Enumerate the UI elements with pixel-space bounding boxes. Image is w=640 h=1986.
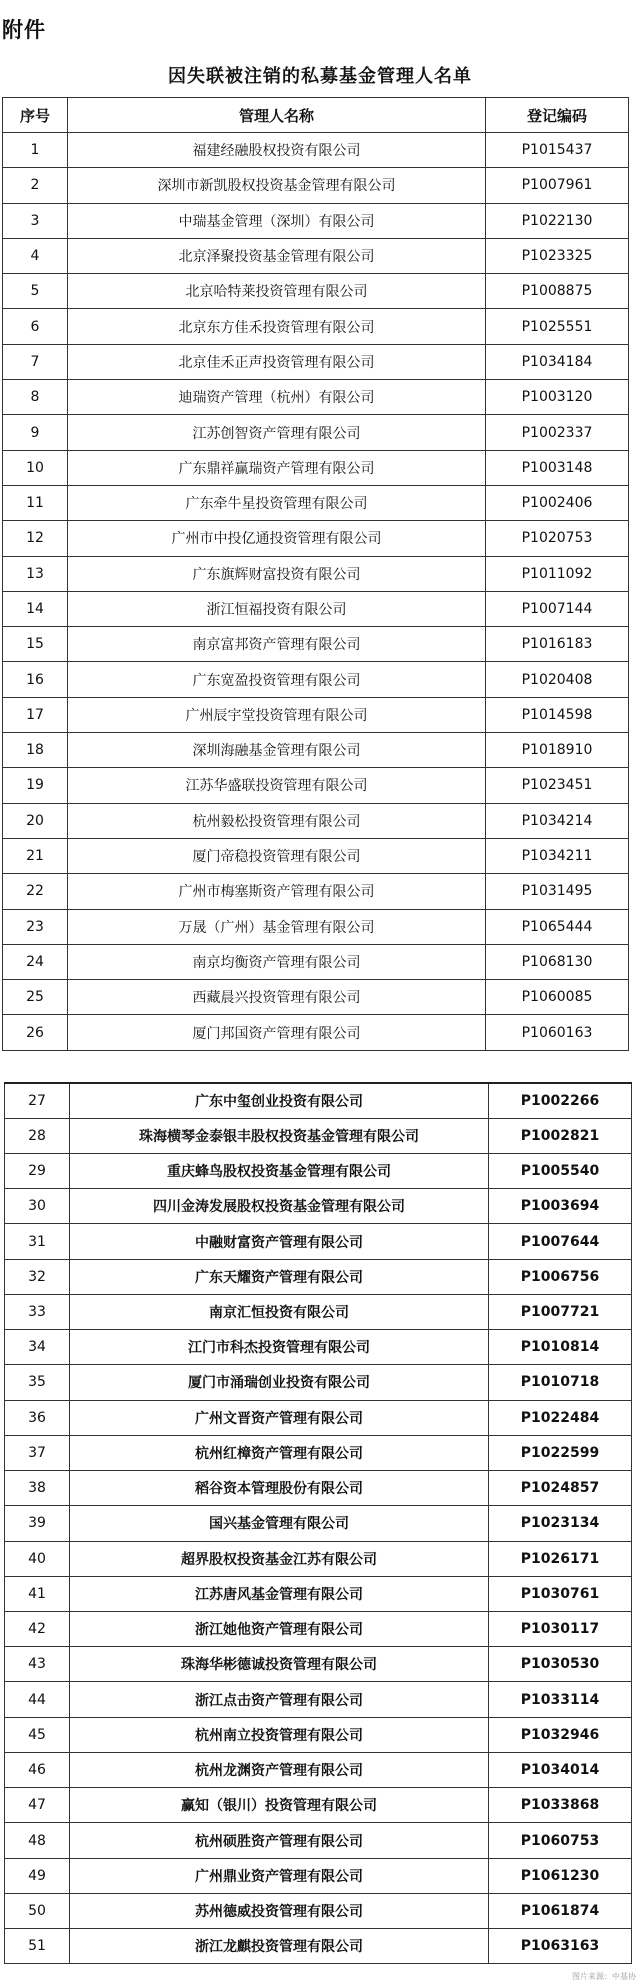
table-row: [5, 1294, 632, 1329]
row-index: 50: [5, 1893, 70, 1928]
manager-name: 厦门市涌瑞创业投资有限公司: [70, 1365, 489, 1400]
row-index: 29: [5, 1153, 70, 1188]
table-row: [3, 556, 629, 591]
manager-name: 广州市梅塞斯资产管理有限公司: [68, 874, 486, 909]
manager-name: 厦门邦国资产管理有限公司: [68, 1015, 486, 1050]
column-header-name: 管理人名称: [68, 98, 486, 133]
row-index: 44: [5, 1682, 70, 1717]
registration-code: P1033868: [489, 1788, 632, 1823]
registration-code: P1016183: [486, 627, 629, 662]
manager-name: 西藏晨兴投资管理有限公司: [68, 980, 486, 1015]
manager-name: 广东旗辉财富投资有限公司: [68, 556, 486, 591]
registration-code: P1020408: [486, 662, 629, 697]
table-row: [5, 1365, 632, 1400]
manager-table-part-2: [4, 1082, 632, 1964]
row-index: 38: [5, 1471, 70, 1506]
registration-code: P1015437: [486, 133, 629, 168]
row-index: 27: [5, 1083, 70, 1118]
table-row: [3, 874, 629, 909]
manager-name: 深圳市新凯股权投资基金管理有限公司: [68, 168, 486, 203]
manager-name: 杭州龙渊资产管理有限公司: [70, 1752, 489, 1787]
registration-code: P1014598: [486, 697, 629, 732]
table-row: [3, 168, 629, 203]
manager-name: 中融财富资产管理有限公司: [70, 1224, 489, 1259]
registration-code: P1003694: [489, 1189, 632, 1224]
row-index: 24: [3, 944, 68, 979]
table-row: [3, 203, 629, 238]
row-index: 19: [3, 768, 68, 803]
row-index: 30: [5, 1189, 70, 1224]
table-row: [5, 1612, 632, 1647]
registration-code: P1030530: [489, 1647, 632, 1682]
manager-name: 南京富邦资产管理有限公司: [68, 627, 486, 662]
table-row: [3, 909, 629, 944]
table-row: [3, 768, 629, 803]
registration-code: P1034214: [486, 803, 629, 838]
registration-code: P1010718: [489, 1365, 632, 1400]
manager-name: 北京东方佳禾投资管理有限公司: [68, 309, 486, 344]
manager-name: 浙江恒福投资有限公司: [68, 591, 486, 626]
registration-code: P1030117: [489, 1612, 632, 1647]
manager-name: 福建经融股权投资有限公司: [68, 133, 486, 168]
manager-name: 江苏创智资产管理有限公司: [68, 415, 486, 450]
row-index: 51: [5, 1929, 70, 1964]
table-row: [5, 1682, 632, 1717]
row-index: 49: [5, 1858, 70, 1893]
manager-name: 赢知（银川）投资管理有限公司: [70, 1788, 489, 1823]
manager-name: 南京汇恒投资有限公司: [70, 1294, 489, 1329]
row-index: 16: [3, 662, 68, 697]
table-row: [5, 1576, 632, 1611]
manager-name: 厦门帝稳投资管理有限公司: [68, 838, 486, 873]
registration-code: P1034211: [486, 838, 629, 873]
table-row: [5, 1541, 632, 1576]
row-index: 47: [5, 1788, 70, 1823]
manager-name: 迪瑞资产管理（杭州）有限公司: [68, 380, 486, 415]
manager-name: 广东天耀资产管理有限公司: [70, 1259, 489, 1294]
table-row: [3, 521, 629, 556]
row-index: 4: [3, 238, 68, 273]
table-row: [3, 662, 629, 697]
table-header-row: [3, 98, 629, 133]
manager-name: 超界股权投资基金江苏有限公司: [70, 1541, 489, 1576]
table-row: [5, 1893, 632, 1928]
manager-name: 珠海横琴金泰银丰股权投资基金管理有限公司: [70, 1118, 489, 1153]
table-row: [3, 980, 629, 1015]
row-index: 11: [3, 485, 68, 520]
registration-code: P1010814: [489, 1330, 632, 1365]
manager-name: 珠海华彬德诚投资管理有限公司: [70, 1647, 489, 1682]
registration-code: P1023325: [486, 238, 629, 273]
row-index: 8: [3, 380, 68, 415]
registration-code: P1060085: [486, 980, 629, 1015]
manager-name: 重庆蜂鸟股权投资基金管理有限公司: [70, 1153, 489, 1188]
row-index: 34: [5, 1330, 70, 1365]
row-index: 10: [3, 450, 68, 485]
manager-name: 广东鼎祥赢瑞资产管理有限公司: [68, 450, 486, 485]
manager-name: 广州文晋资产管理有限公司: [70, 1400, 489, 1435]
row-index: 7: [3, 344, 68, 379]
row-index: 14: [3, 591, 68, 626]
table-row: [3, 1015, 629, 1050]
table-row: [3, 450, 629, 485]
table-row: [3, 274, 629, 309]
table-row: [5, 1435, 632, 1470]
registration-code: P1031495: [486, 874, 629, 909]
table-row: [3, 591, 629, 626]
manager-name: 南京均衡资产管理有限公司: [68, 944, 486, 979]
row-index: 35: [5, 1365, 70, 1400]
row-index: 26: [3, 1015, 68, 1050]
table-row: [3, 238, 629, 273]
manager-name: 江苏唐风基金管理有限公司: [70, 1576, 489, 1611]
row-index: 18: [3, 733, 68, 768]
row-index: 32: [5, 1259, 70, 1294]
registration-code: P1068130: [486, 944, 629, 979]
table-row: [5, 1153, 632, 1188]
registration-code: P1023451: [486, 768, 629, 803]
row-index: 39: [5, 1506, 70, 1541]
registration-code: P1022599: [489, 1435, 632, 1470]
manager-name: 四川金涛发展股权投资基金管理有限公司: [70, 1189, 489, 1224]
registration-code: P1032946: [489, 1717, 632, 1752]
manager-name: 杭州南立投资管理有限公司: [70, 1717, 489, 1752]
row-index: 43: [5, 1647, 70, 1682]
row-index: 31: [5, 1224, 70, 1259]
row-index: 2: [3, 168, 68, 203]
table-row: [3, 697, 629, 732]
row-index: 12: [3, 521, 68, 556]
row-index: 28: [5, 1118, 70, 1153]
registration-code: P1007144: [486, 591, 629, 626]
table-row: [5, 1752, 632, 1787]
row-index: 25: [3, 980, 68, 1015]
manager-name: 杭州硕胜资产管理有限公司: [70, 1823, 489, 1858]
registration-code: P1006756: [489, 1259, 632, 1294]
table-row: [5, 1858, 632, 1893]
registration-code: P1003148: [486, 450, 629, 485]
registration-code: P1020753: [486, 521, 629, 556]
table-row: [3, 485, 629, 520]
table-row: [5, 1929, 632, 1964]
registration-code: P1023134: [489, 1506, 632, 1541]
table-row: [5, 1118, 632, 1153]
table-row: [5, 1471, 632, 1506]
table-row: [5, 1823, 632, 1858]
table-row: [5, 1788, 632, 1823]
row-index: 6: [3, 309, 68, 344]
table-row: [3, 803, 629, 838]
manager-name: 杭州红樟资产管理有限公司: [70, 1435, 489, 1470]
table-row: [5, 1717, 632, 1752]
row-index: 13: [3, 556, 68, 591]
row-index: 40: [5, 1541, 70, 1576]
manager-name: 苏州德威投资管理有限公司: [70, 1893, 489, 1928]
registration-code: P1022484: [489, 1400, 632, 1435]
registration-code: P1060163: [486, 1015, 629, 1050]
manager-name: 稻谷资本管理股份有限公司: [70, 1471, 489, 1506]
registration-code: P1034014: [489, 1752, 632, 1787]
manager-name: 北京泽聚投资基金管理有限公司: [68, 238, 486, 273]
registration-code: P1002337: [486, 415, 629, 450]
registration-code: P1060753: [489, 1823, 632, 1858]
manager-name: 杭州毅松投资管理有限公司: [68, 803, 486, 838]
table-row: [3, 627, 629, 662]
table-row: [5, 1330, 632, 1365]
table-row: [3, 344, 629, 379]
row-index: 42: [5, 1612, 70, 1647]
manager-name: 浙江点击资产管理有限公司: [70, 1682, 489, 1717]
column-header-code: 登记编码: [486, 98, 629, 133]
table-row: [5, 1506, 632, 1541]
row-index: 15: [3, 627, 68, 662]
manager-name: 广州辰宇堂投资管理有限公司: [68, 697, 486, 732]
column-header-index: 序号: [3, 98, 68, 133]
table-row: [5, 1259, 632, 1294]
registration-code: P1063163: [489, 1929, 632, 1964]
registration-code: P1003120: [486, 380, 629, 415]
table-row: [3, 838, 629, 873]
manager-name: 国兴基金管理有限公司: [70, 1506, 489, 1541]
registration-code: P1018910: [486, 733, 629, 768]
row-index: 46: [5, 1752, 70, 1787]
manager-name: 广东中玺创业投资有限公司: [70, 1083, 489, 1118]
registration-code: P1005540: [489, 1153, 632, 1188]
table-row: [5, 1189, 632, 1224]
registration-code: P1002821: [489, 1118, 632, 1153]
manager-name: 北京哈特莱投资管理有限公司: [68, 274, 486, 309]
registration-code: P1061874: [489, 1893, 632, 1928]
table-row: [3, 133, 629, 168]
image-source-watermark: 图片来源：中基协: [572, 1972, 636, 1981]
manager-name: 浙江龙麒投资管理有限公司: [70, 1929, 489, 1964]
manager-name: 广州鼎业资产管理有限公司: [70, 1858, 489, 1893]
row-index: 33: [5, 1294, 70, 1329]
row-index: 20: [3, 803, 68, 838]
registration-code: P1030761: [489, 1576, 632, 1611]
manager-name: 广州市中投亿通投资管理有限公司: [68, 521, 486, 556]
registration-code: P1024857: [489, 1471, 632, 1506]
table-row: [3, 380, 629, 415]
table-row: [3, 415, 629, 450]
row-index: 45: [5, 1717, 70, 1752]
document-title: 因失联被注销的私募基金管理人名单: [168, 66, 472, 87]
manager-name: 江苏华盛联投资管理有限公司: [68, 768, 486, 803]
registration-code: P1011092: [486, 556, 629, 591]
registration-code: P1061230: [489, 1858, 632, 1893]
table-row: [3, 944, 629, 979]
manager-name: 广东宽盈投资管理有限公司: [68, 662, 486, 697]
registration-code: P1065444: [486, 909, 629, 944]
manager-name: 万晟（广州）基金管理有限公司: [68, 909, 486, 944]
manager-name: 广东牵牛星投资管理有限公司: [68, 485, 486, 520]
row-index: 37: [5, 1435, 70, 1470]
manager-name: 北京佳禾正声投资管理有限公司: [68, 344, 486, 379]
row-index: 1: [3, 133, 68, 168]
table-row: [3, 309, 629, 344]
registration-code: P1007644: [489, 1224, 632, 1259]
row-index: 41: [5, 1576, 70, 1611]
table-row: [5, 1083, 632, 1118]
manager-table-part-1: [2, 97, 629, 1051]
registration-code: P1022130: [486, 203, 629, 238]
registration-code: P1026171: [489, 1541, 632, 1576]
manager-name: 中瑞基金管理（深圳）有限公司: [68, 203, 486, 238]
registration-code: P1034184: [486, 344, 629, 379]
attachment-label: 附件: [2, 18, 46, 42]
registration-code: P1002406: [486, 485, 629, 520]
row-index: 23: [3, 909, 68, 944]
registration-code: P1007961: [486, 168, 629, 203]
row-index: 21: [3, 838, 68, 873]
row-index: 48: [5, 1823, 70, 1858]
row-index: 17: [3, 697, 68, 732]
row-index: 9: [3, 415, 68, 450]
manager-name: 江门市科杰投资管理有限公司: [70, 1330, 489, 1365]
row-index: 22: [3, 874, 68, 909]
registration-code: P1033114: [489, 1682, 632, 1717]
manager-name: 深圳海融基金管理有限公司: [68, 733, 486, 768]
row-index: 36: [5, 1400, 70, 1435]
registration-code: P1008875: [486, 274, 629, 309]
row-index: 5: [3, 274, 68, 309]
registration-code: P1007721: [489, 1294, 632, 1329]
table-row: [5, 1647, 632, 1682]
registration-code: P1025551: [486, 309, 629, 344]
registration-code: P1002266: [489, 1083, 632, 1118]
row-index: 3: [3, 203, 68, 238]
manager-name: 浙江她他资产管理有限公司: [70, 1612, 489, 1647]
table-row: [5, 1400, 632, 1435]
table-row: [3, 733, 629, 768]
table-row: [5, 1224, 632, 1259]
